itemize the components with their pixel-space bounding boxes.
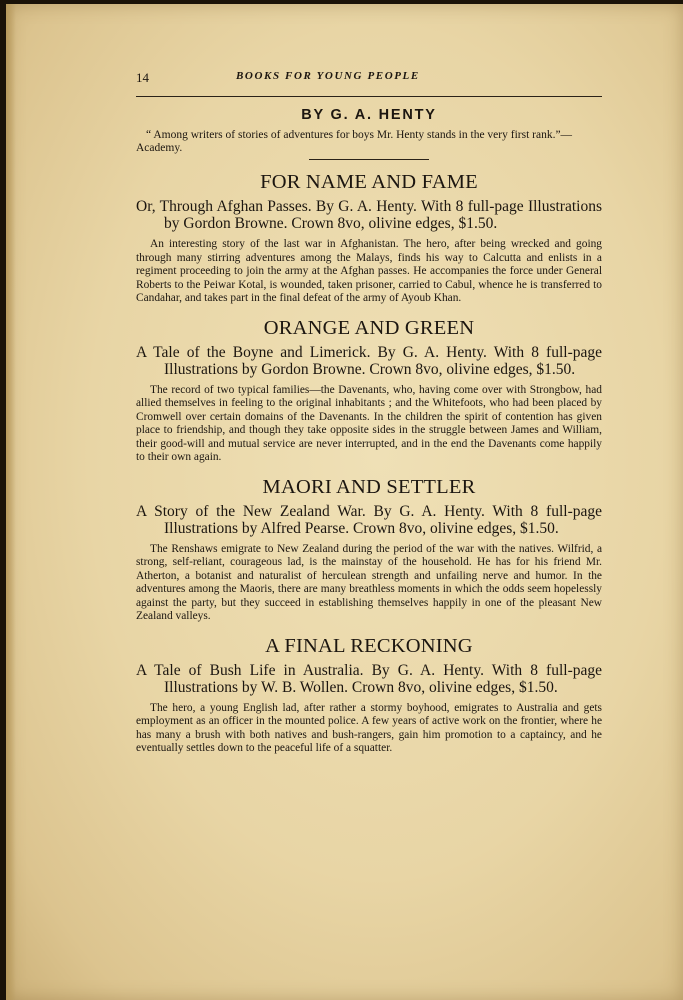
running-title: BOOKS FOR YOUNG PEOPLE (236, 70, 420, 82)
book-title: FOR NAME AND FAME (260, 171, 478, 193)
book-subtitle: A Tale of the Boyne and Limerick. By G. A. Henty. With 8 full-page Illustrations by Gordon Browne. Crown 8vo, olivine edges, $1.50. (136, 343, 602, 378)
book-subtitle: A Tale of Bush Life in Australia. By G. A. Henty. With 8 full-page Illustrations by W. B. Wollen. Crown 8vo, olivine edges, $1.50. (136, 661, 602, 696)
book-subtitle: A Story of the New Zealand War. By G. A. Henty. With 8 full-page Illustrations by Alfred Pearse. Crown 8vo, olivine edges, $1.50. (136, 502, 602, 537)
book-description: The hero, a young English lad, after rather a stormy boyhood, emigrates to Australia and gets employment as an officer in the mounted police. A few years of active work on the frontier, where he has many a brush with both natives and bush-rangers, gain him promotion to a captaincy, and he eventually settles down to the peaceful life of a squatter. (136, 701, 602, 754)
book-description: The record of two typical families—the Davenants, who, having come over with Strongbow, had allied themselves in feeling to the original inhabitants ; and the Whitefoots, who had been placed by Cromwell over certain domains of the Davenants. In the children the spirit of contention has given place to friendship, and though they take opposite sides in the struggle between James and William, their good-will and mutual service are never interrupted, and in the end the Davenants come happily to their own again. (136, 383, 602, 463)
book-entry (136, 475, 602, 624)
book-entry (136, 634, 602, 756)
page-content (136, 66, 602, 756)
book-title: MAORI AND SETTLER (262, 475, 476, 498)
book-page (6, 4, 683, 1000)
book-entry (136, 316, 602, 465)
review-quote: “ Among writers of stories of adventures for boys Mr. Henty stands in the very first rank.”—Academy. (136, 129, 573, 154)
header-rule (136, 96, 602, 97)
divider (309, 159, 429, 160)
book-title: A FINAL RECKONING (265, 634, 473, 657)
book-subtitle: Or, Through Afghan Passes. By G. A. Henty. With 8 full-page Illustrations by Gordon Browne. Crown 8vo, olivine edges, $1.50. (136, 198, 602, 232)
book-description: An interesting story of the last war in Afghanistan. The hero, after being wrecked and going through many stirring adventures among the Malays, finds his way to Calcutta and enlists in a regiment proceeding to join the army at the Afghan passes. He accompanies the force under General Roberts to the Peiwar Kotal, is wounded, taken prisoner, carried to Cabul, whence he is transferred to Candahar, and takes part in the final defeat of the army of Ayoub Khan. (136, 238, 602, 304)
book-entry (136, 170, 602, 306)
book-title: ORANGE AND GREEN (263, 316, 475, 339)
book-description: The Renshaws emigrate to New Zealand during the period of the war with the natives. Wilfrid, a strong, self-reliant, courageous lad, is the mainstay of the household. He has for his friend Mr. Atherton, a botanist and naturalist of herculean strength and unfailing nerve and humor. In the adventures among the Maoris, there are many breathless moments in which the odds seem hopelessly against the party, but they succeed in establishing themselves happily in one of the pleasant New Zealand valleys. (136, 542, 602, 622)
page-number: 14 (136, 70, 149, 85)
author-heading: BY G. A. HENTY (301, 107, 437, 123)
running-head (136, 66, 602, 86)
